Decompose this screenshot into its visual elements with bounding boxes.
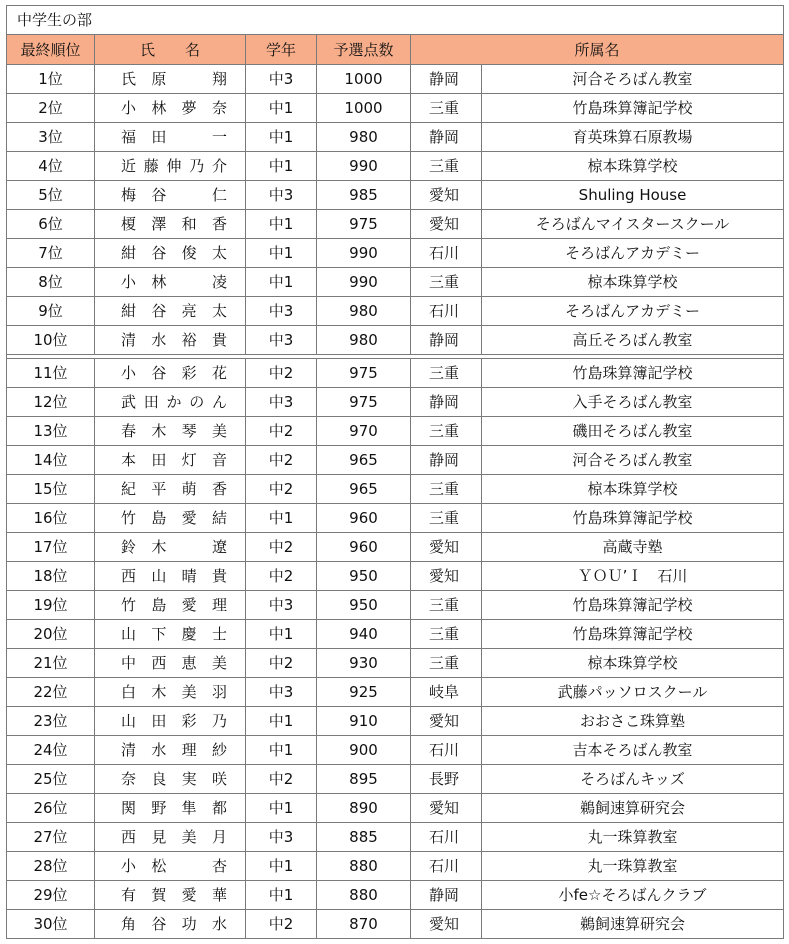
name-cell: 西山晴貴 [95,562,246,591]
name-cell: 中西恵美 [95,649,246,678]
prefecture-cell: 三重 [411,649,482,678]
grade-cell: 中3 [246,591,317,620]
grade-cell: 中1 [246,707,317,736]
prefecture-cell: 静岡 [411,326,482,355]
rank-cell: 29位 [7,881,95,910]
name-cell: 武田かのん [95,388,246,417]
grade-cell: 中1 [246,736,317,765]
table-header-row [7,35,784,65]
score-cell: 870 [317,910,411,939]
affiliation-cell: そろばんアカデミー [482,297,784,326]
grade-cell: 中3 [246,181,317,210]
prefecture-cell: 三重 [411,504,482,533]
rank-cell: 18位 [7,562,95,591]
score-cell: 960 [317,504,411,533]
score-cell: 1000 [317,94,411,123]
prefecture-cell: 愛知 [411,181,482,210]
table-row [7,765,784,794]
table-row [7,123,784,152]
rank-cell: 20位 [7,620,95,649]
prefecture-cell: 静岡 [411,388,482,417]
grade-cell: 中2 [246,562,317,591]
prefecture-cell: 三重 [411,359,482,388]
affiliation-cell: 入手そろばん教室 [482,388,784,417]
rank-cell: 3位 [7,123,95,152]
table-row [7,736,784,765]
grade-cell: 中1 [246,852,317,881]
affiliation-cell: 丸一珠算教室 [482,823,784,852]
rank-cell: 14位 [7,446,95,475]
name-cell: 春木琴美 [95,417,246,446]
table-row [7,181,784,210]
name-cell: 白木美羽 [95,678,246,707]
rank-cell: 9位 [7,297,95,326]
score-cell: 950 [317,562,411,591]
name-cell: 西見美月 [95,823,246,852]
grade-cell: 中1 [246,94,317,123]
name-cell: 小松 杏 [95,852,246,881]
prefecture-cell: 愛知 [411,707,482,736]
affiliation-cell: そろばんマイスタースクール [482,210,784,239]
score-cell: 950 [317,591,411,620]
table-row [7,533,784,562]
affiliation-cell: 武藤パッソロスクール [482,678,784,707]
grade-cell: 中3 [246,388,317,417]
grade-cell: 中1 [246,881,317,910]
prefecture-cell: 長野 [411,765,482,794]
table-row [7,794,784,823]
header-score: 予選点数 [317,35,411,65]
score-cell: 980 [317,326,411,355]
score-cell: 925 [317,678,411,707]
grade-cell: 中3 [246,326,317,355]
name-cell: 清水理紗 [95,736,246,765]
rank-cell: 17位 [7,533,95,562]
section-title: 中学生の部 [7,6,784,35]
header-affiliation: 所属名 [411,35,784,65]
prefecture-cell: 愛知 [411,533,482,562]
name-cell: 有賀愛華 [95,881,246,910]
name-cell: 紺谷亮太 [95,297,246,326]
name-cell: 山下慶士 [95,620,246,649]
name-cell: 近藤伸乃介 [95,152,246,181]
rank-cell: 26位 [7,794,95,823]
table-row [7,388,784,417]
grade-cell: 中1 [246,123,317,152]
results-table [6,5,784,939]
name-cell: 小林夢奈 [95,94,246,123]
table-row [7,475,784,504]
score-cell: 885 [317,823,411,852]
table-row [7,297,784,326]
table-row [7,881,784,910]
score-cell: 965 [317,475,411,504]
prefecture-cell: 石川 [411,852,482,881]
score-cell: 990 [317,268,411,297]
score-cell: 895 [317,765,411,794]
name-cell: 竹島愛結 [95,504,246,533]
table-row [7,910,784,939]
table-row [7,852,784,881]
table-row [7,620,784,649]
table-row [7,823,784,852]
name-cell: 梅谷 仁 [95,181,246,210]
header-grade: 学年 [246,35,317,65]
name-cell: 本田灯音 [95,446,246,475]
grade-cell: 中3 [246,823,317,852]
score-cell: 990 [317,152,411,181]
affiliation-cell: 河合そろばん教室 [482,65,784,94]
rank-cell: 13位 [7,417,95,446]
name-cell: 榎澤和香 [95,210,246,239]
name-cell: 小谷彩花 [95,359,246,388]
affiliation-cell: おおさこ珠算塾 [482,707,784,736]
prefecture-cell: 静岡 [411,65,482,94]
table-row [7,239,784,268]
grade-cell: 中3 [246,297,317,326]
rank-cell: 19位 [7,591,95,620]
grade-cell: 中2 [246,359,317,388]
name-cell: 小林 凌 [95,268,246,297]
rank-cell: 23位 [7,707,95,736]
affiliation-cell: 丸一珠算教室 [482,852,784,881]
table-row [7,707,784,736]
score-cell: 890 [317,794,411,823]
score-cell: 880 [317,852,411,881]
score-cell: 985 [317,181,411,210]
affiliation-cell: 竹島珠算簿記学校 [482,359,784,388]
grade-cell: 中2 [246,417,317,446]
results-table-body [7,6,784,939]
rank-cell: 11位 [7,359,95,388]
rank-cell: 1位 [7,65,95,94]
score-cell: 965 [317,446,411,475]
grade-cell: 中2 [246,475,317,504]
prefecture-cell: 静岡 [411,123,482,152]
name-cell: 奈良実咲 [95,765,246,794]
rank-cell: 8位 [7,268,95,297]
prefecture-cell: 三重 [411,94,482,123]
score-cell: 975 [317,359,411,388]
score-cell: 880 [317,881,411,910]
prefecture-cell: 三重 [411,475,482,504]
prefecture-cell: 三重 [411,417,482,446]
rank-cell: 25位 [7,765,95,794]
rank-cell: 2位 [7,94,95,123]
prefecture-cell: 三重 [411,620,482,649]
table-row [7,268,784,297]
table-row [7,326,784,355]
score-cell: 930 [317,649,411,678]
header-name: 氏 名 [95,35,246,65]
table-row [7,591,784,620]
header-rank: 最終順位 [7,35,95,65]
rank-cell: 10位 [7,326,95,355]
affiliation-cell: 竹島珠算簿記学校 [482,620,784,649]
table-row [7,210,784,239]
rank-cell: 15位 [7,475,95,504]
affiliation-cell: 椋本珠算学校 [482,649,784,678]
table-row [7,152,784,181]
prefecture-cell: 三重 [411,268,482,297]
affiliation-cell: 鵜飼速算研究会 [482,910,784,939]
rank-cell: 21位 [7,649,95,678]
name-cell: 紀平萌香 [95,475,246,504]
score-cell: 960 [317,533,411,562]
table-row [7,94,784,123]
rank-cell: 24位 [7,736,95,765]
rank-cell: 6位 [7,210,95,239]
table-row [7,359,784,388]
prefecture-cell: 岐阜 [411,678,482,707]
affiliation-cell: 吉本そろばん教室 [482,736,784,765]
prefecture-cell: 愛知 [411,562,482,591]
affiliation-cell: 椋本珠算学校 [482,152,784,181]
score-cell: 1000 [317,65,411,94]
affiliation-cell: 竹島珠算簿記学校 [482,94,784,123]
score-cell: 910 [317,707,411,736]
affiliation-cell: 育英珠算石原教場 [482,123,784,152]
name-cell: 清水裕貴 [95,326,246,355]
grade-cell: 中2 [246,446,317,475]
affiliation-cell: 竹島珠算簿記学校 [482,504,784,533]
rank-cell: 30位 [7,910,95,939]
rank-cell: 16位 [7,504,95,533]
score-cell: 975 [317,210,411,239]
results-table-container [6,5,783,939]
grade-cell: 中2 [246,765,317,794]
prefecture-cell: 愛知 [411,910,482,939]
affiliation-cell: そろばんキッズ [482,765,784,794]
grade-cell: 中2 [246,910,317,939]
table-row [7,678,784,707]
name-cell: 氏原 翔 [95,65,246,94]
rank-cell: 5位 [7,181,95,210]
grade-cell: 中3 [246,65,317,94]
grade-cell: 中1 [246,239,317,268]
name-cell: 鈴木 遼 [95,533,246,562]
prefecture-cell: 愛知 [411,794,482,823]
grade-cell: 中1 [246,504,317,533]
rank-cell: 4位 [7,152,95,181]
rank-cell: 12位 [7,388,95,417]
affiliation-cell: 椋本珠算学校 [482,268,784,297]
table-row [7,417,784,446]
grade-cell: 中1 [246,210,317,239]
rank-cell: 27位 [7,823,95,852]
score-cell: 990 [317,239,411,268]
prefecture-cell: 石川 [411,239,482,268]
rank-cell: 28位 [7,852,95,881]
table-row [7,446,784,475]
affiliation-cell: そろばんアカデミー [482,239,784,268]
score-cell: 900 [317,736,411,765]
affiliation-cell: 竹島珠算簿記学校 [482,591,784,620]
table-row [7,504,784,533]
prefecture-cell: 愛知 [411,210,482,239]
grade-cell: 中1 [246,268,317,297]
prefecture-cell: 石川 [411,823,482,852]
prefecture-cell: 三重 [411,591,482,620]
score-cell: 980 [317,297,411,326]
name-cell: 関野隼都 [95,794,246,823]
table-row [7,562,784,591]
name-cell: 紺谷俊太 [95,239,246,268]
rank-cell: 22位 [7,678,95,707]
prefecture-cell: 三重 [411,152,482,181]
score-cell: 980 [317,123,411,152]
rank-cell: 7位 [7,239,95,268]
affiliation-cell: Shuling House [482,181,784,210]
prefecture-cell: 静岡 [411,881,482,910]
grade-cell: 中3 [246,678,317,707]
affiliation-cell: 磯田そろばん教室 [482,417,784,446]
affiliation-cell: 椋本珠算学校 [482,475,784,504]
table-row [7,65,784,94]
score-cell: 940 [317,620,411,649]
affiliation-cell: 高丘そろばん教室 [482,326,784,355]
affiliation-cell: 高蔵寺塾 [482,533,784,562]
table-caption-row [7,6,784,35]
affiliation-cell: ＹＯＵ’Ｉ 石川 [482,562,784,591]
grade-cell: 中2 [246,649,317,678]
table-row [7,649,784,678]
score-cell: 975 [317,388,411,417]
score-cell: 970 [317,417,411,446]
prefecture-cell: 石川 [411,297,482,326]
affiliation-cell: 小fe☆そろばんクラブ [482,881,784,910]
prefecture-cell: 静岡 [411,446,482,475]
grade-cell: 中2 [246,533,317,562]
name-cell: 竹島愛理 [95,591,246,620]
name-cell: 山田彩乃 [95,707,246,736]
grade-cell: 中1 [246,152,317,181]
affiliation-cell: 鵜飼速算研究会 [482,794,784,823]
grade-cell: 中1 [246,620,317,649]
grade-cell: 中1 [246,794,317,823]
affiliation-cell: 河合そろばん教室 [482,446,784,475]
name-cell: 角谷功水 [95,910,246,939]
prefecture-cell: 石川 [411,736,482,765]
name-cell: 福田 一 [95,123,246,152]
